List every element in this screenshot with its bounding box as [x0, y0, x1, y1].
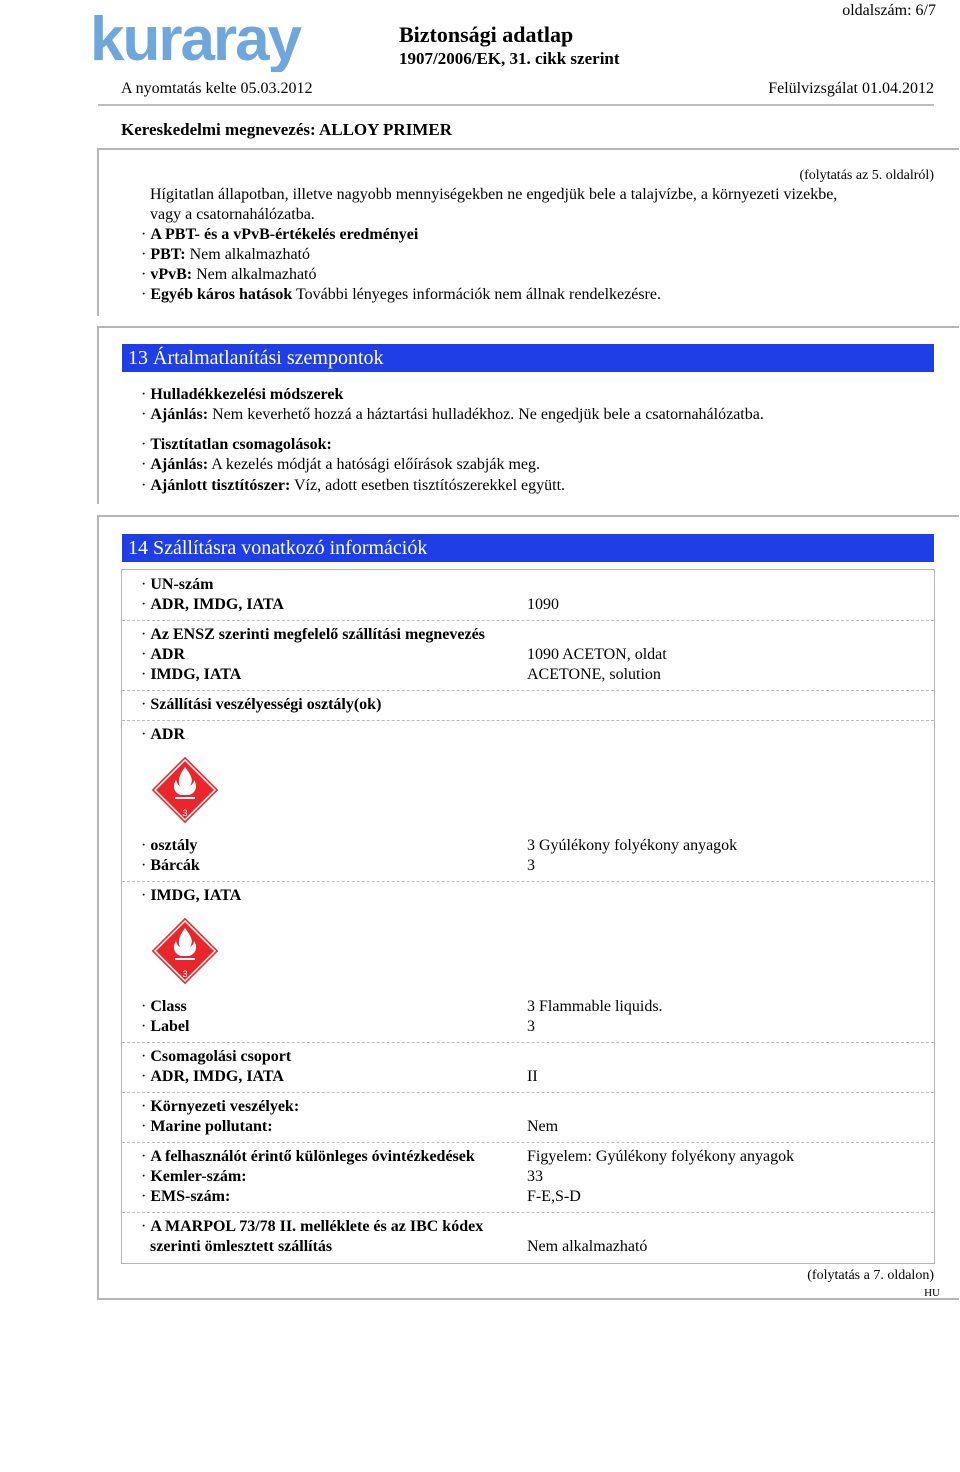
- svg-text:kuraray: kuraray: [90, 8, 301, 72]
- pbt-heading: · A PBT- és a vPvB-értékelés eredményei: [141, 226, 418, 244]
- document-title: Biztonsági adatlap: [399, 22, 574, 47]
- cleaning-agent: · Ajánlott tisztítószer: Víz, adott esetben tisztítószerekkel együtt.: [141, 477, 565, 495]
- header-rule: [98, 104, 934, 106]
- vpvb-row: · vPvB: Nem alkalmazható: [141, 266, 317, 284]
- un-number-heading: · UN-szám: [141, 576, 213, 594]
- section-14-title: 14 Szállításra vonatkozó információk: [122, 534, 934, 562]
- recommendation-2: · Ajánlás: A kezelés módját a hatósági előírások szabják meg.: [141, 456, 540, 474]
- shipping-name-imdg-label: · IMDG, IATA: [141, 666, 241, 684]
- para-line-2: vagy a csatornahálózatba.: [150, 206, 315, 223]
- adr-class-label: · osztály: [141, 837, 197, 855]
- continued-to: (folytatás a 7. oldalon): [807, 1268, 934, 1283]
- separator: [122, 1142, 934, 1143]
- page-number: oldalszám: 6/7: [842, 2, 936, 19]
- marpol-label-line-1: · A MARPOL 73/78 II. melléklete és az IBC kódex: [141, 1218, 483, 1236]
- adr-class-value: 3 Gyúlékony folyékony anyagok: [527, 837, 738, 854]
- packing-group-heading: · Csomagolási csoport: [141, 1048, 291, 1066]
- shipping-name-adr-label: · ADR: [141, 646, 185, 664]
- marine-pollutant-label: · Marine pollutant:: [141, 1118, 273, 1136]
- separator: [122, 690, 934, 691]
- ems-label: · EMS-szám:: [141, 1188, 230, 1206]
- recommendation-1: · Ajánlás: Nem keverhető hozzá a háztartási hulladékhoz. Ne engedjük bele a csatornahálózatba.: [141, 406, 764, 424]
- un-number-value: 1090: [527, 596, 559, 613]
- other-effects-row: · Egyéb káros hatások További lényeges információk nem állnak rendelkezésre.: [141, 286, 661, 304]
- separator: [122, 1092, 934, 1093]
- separator: [122, 1042, 934, 1043]
- separator: [122, 881, 934, 882]
- svg-text:3: 3: [182, 808, 188, 818]
- para-line-1: Hígitatlan állapotban, illetve nagyobb mennyiségekben ne engedjük bele a talajvízbe, a környezeti vizekbe,: [150, 186, 838, 203]
- imdg-label-label: · Label: [141, 1018, 189, 1036]
- pbt-row: · PBT: Nem alkalmazható: [141, 246, 310, 264]
- shipping-name-adr-value: 1090 ACETON, oldat: [527, 646, 667, 663]
- marine-pollutant-value: Nem: [527, 1118, 559, 1135]
- adr-labels-value: 3: [527, 857, 535, 874]
- revision-date: Felülvizsgálat 01.04.2012: [768, 80, 934, 97]
- imdg-label-value: 3: [527, 1018, 535, 1035]
- adr-label: · ADR: [141, 726, 185, 744]
- ems-value: F-E,S-D: [527, 1188, 581, 1205]
- shipping-name-heading: · Az ENSZ szerinti megfelelő szállítási megnevezés: [141, 626, 485, 644]
- flammable-placard-icon: [150, 916, 220, 986]
- trade-name: Kereskedelmi megnevezés: ALLOY PRIMER: [121, 120, 452, 139]
- separator: [122, 720, 934, 721]
- imdg-class-label: · Class: [141, 998, 187, 1016]
- section-13-title: 13 Ártalmatlanítási szempontok: [122, 344, 934, 372]
- kuraray-logo: [88, 8, 320, 72]
- shipping-name-imdg-value: ACETONE, solution: [527, 666, 661, 683]
- separator: [122, 620, 934, 621]
- marpol-value: Nem alkalmazható: [527, 1238, 648, 1255]
- imdg-class-value: 3 Flammable liquids.: [527, 998, 663, 1015]
- document-subtitle: 1907/2006/EK, 31. cikk szerint: [399, 49, 620, 68]
- print-date: A nyomtatás kelte 05.03.2012: [121, 80, 313, 97]
- svg-text:3: 3: [182, 969, 188, 979]
- special-precautions-value: Figyelem: Gyúlékony folyékony anyagok: [527, 1148, 795, 1165]
- un-number-mode: · ADR, IMDG, IATA: [141, 596, 284, 614]
- separator: [122, 1212, 934, 1213]
- imdg-iata-label: · IMDG, IATA: [141, 887, 241, 905]
- kemler-value: 33: [527, 1168, 543, 1185]
- adr-labels-label: · Bárcák: [141, 857, 200, 875]
- kemler-label: · Kemler-szám:: [141, 1168, 247, 1186]
- flammable-placard-icon: [150, 755, 220, 825]
- special-precautions-label: · A felhasználót érintő különleges óvintézkedések: [141, 1148, 475, 1166]
- uncleaned-packaging-heading: · Tisztítatlan csomagolások:: [141, 436, 332, 454]
- environmental-hazards-heading: · Környezeti veszélyek:: [141, 1098, 299, 1116]
- marpol-label-line-2: szerinti ömlesztett szállítás: [150, 1238, 333, 1255]
- waste-methods-heading: · Hulladékkezelési módszerek: [141, 386, 343, 404]
- packing-group-value: II: [527, 1068, 538, 1085]
- continued-from: (folytatás az 5. oldalról): [799, 168, 934, 183]
- language-code: HU: [924, 1287, 940, 1299]
- packing-group-mode: · ADR, IMDG, IATA: [141, 1068, 284, 1086]
- hazard-class-heading: · Szállítási veszélyességi osztály(ok): [141, 696, 381, 714]
